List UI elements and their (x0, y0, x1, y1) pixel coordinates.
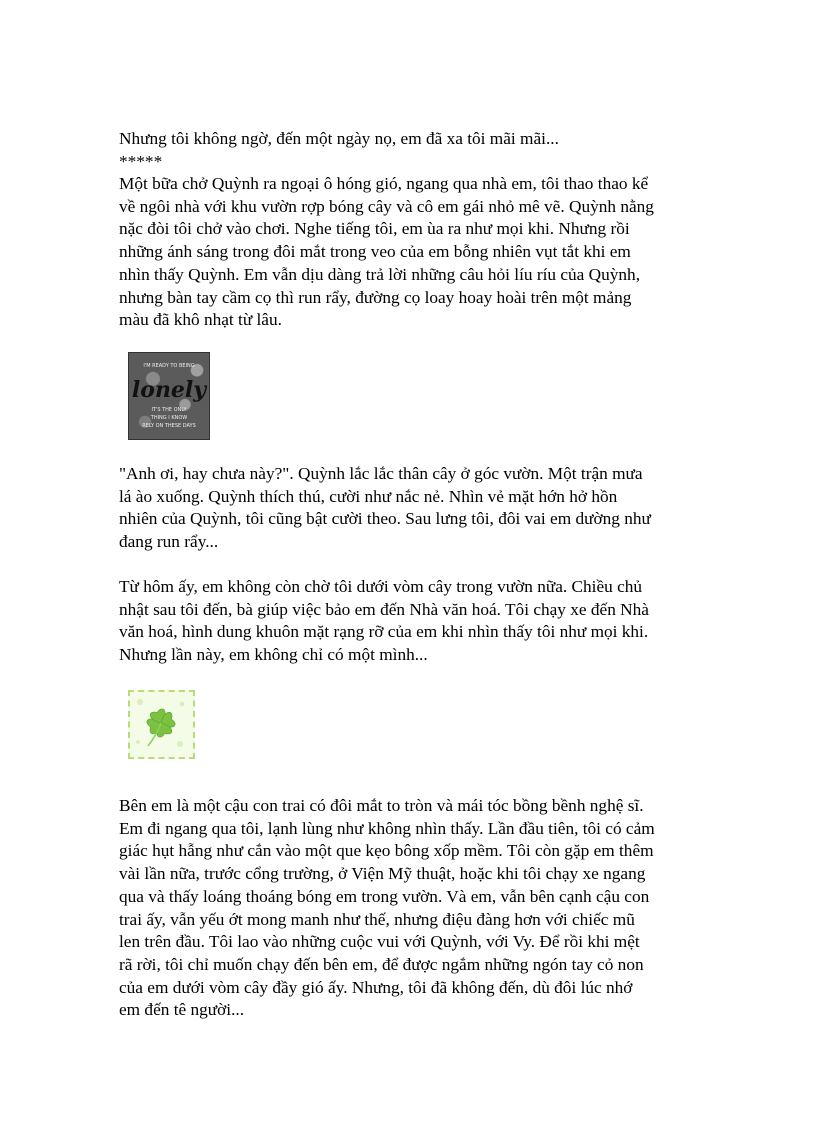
text-line: văn hoá, hình dung khuôn mặt rạng rỡ của em khi nhìn thấy tôi như mọi khi. (119, 622, 649, 642)
text-line: giác hụt hẫng như cắn vào một que kẹo bông xốp mềm. Tôi còn gặp em thêm (119, 841, 654, 861)
text-line: nhìn thấy Quỳnh. Em vẫn dịu dàng trả lời những câu hỏi líu ríu của Quỳnh, (119, 264, 641, 284)
text-line: rã rời, tôi chỉ muốn chạy đến bên em, để được ngắm những ngón tay cỏ non (119, 954, 644, 974)
text-line: em đến tê người... (119, 1000, 245, 1020)
quote-bottom-text-2: THING I KNOW (150, 415, 188, 421)
intro-paragraph (119, 128, 709, 173)
paragraph-4 (119, 795, 709, 1022)
quote-bottom-text-3: RELY ON THESE DAYS (142, 423, 196, 429)
lonely-quote-artwork (129, 353, 209, 439)
text-line: vài lần nữa, trước cổng trường, ở Viện Mỹ thuật, hoặc khi tôi chạy xe ngang (119, 864, 646, 884)
text-line: màu đã khô nhạt từ lâu. (119, 310, 282, 330)
text-line: lá ào xuống. Quỳnh thích thú, cười như nắc nẻ. Nhìn vẻ mặt hớn hở hồn (119, 486, 618, 506)
text-line: Em đi ngang qua tôi, lạnh lùng như không nhìn thấy. Lần đầu tiên, tôi có cảm (119, 818, 655, 838)
quote-bottom-text-1: IT'S THE ONLY (151, 407, 187, 413)
text-line: trai ấy, vẫn yếu ớt mong manh như thế, nhưng điệu đàng hơn với chiếc mũ (119, 909, 635, 929)
text-line: Nhưng lần này, em không chỉ có một mình... (119, 645, 428, 665)
text-line: nhật sau tôi đến, bà giúp việc bảo em đến Nhà văn hoá. Tôi chạy xe đến Nhà (119, 599, 649, 619)
text-line: Nhưng tôi không ngờ, đến một ngày nọ, em đã xa tôi mãi mãi... (119, 129, 559, 148)
clover-image (128, 690, 195, 759)
section-separator: ***** (119, 151, 163, 171)
quote-main-text: lonely (131, 377, 207, 403)
text-line: đang run rẩy... (119, 532, 219, 552)
text-line: len trên đầu. Tôi lao vào những cuộc vui với Quỳnh, với Vy. Để rồi khi mệt (119, 932, 640, 952)
text-line: qua và thấy loáng thoáng bóng em trong vườn. Và em, vẫn bên cạnh cậu con (119, 886, 650, 906)
text-line: "Anh ơi, hay chưa này?". Quỳnh lắc lắc thân cây ở góc vườn. Một trận mưa (119, 464, 643, 483)
four-leaf-clover-icon (130, 692, 193, 757)
text-line: của em dưới vòm cây đầy gió ấy. Nhưng, tôi đã không đến, dù đôi lúc nhớ (119, 977, 633, 997)
text-line: Một bữa chở Quỳnh ra ngoại ô hóng gió, ngang qua nhà em, tôi thao thao kể (119, 174, 649, 193)
text-line: nhưng bàn tay cầm cọ thì run rẩy, đường cọ loay hoay hoài trên một mảng (119, 287, 632, 307)
text-line: Từ hôm ấy, em không còn chờ tôi dưới vòm cây trong vườn nữa. Chiều chủ (119, 577, 643, 596)
paragraph-3 (119, 576, 709, 667)
lonely-quote-image (128, 352, 210, 440)
paragraph-1 (119, 173, 709, 332)
text-line: Bên em là một cậu con trai có đôi mắt to tròn và mái tóc bồng bềnh nghệ sĩ. (119, 796, 644, 815)
text-line: về ngôi nhà với khu vườn rợp bóng cây và cô em gái nhỏ mê vẽ. Quỳnh nằng (119, 196, 654, 216)
text-line: những ánh sáng trong đôi mắt trong veo của em bỗng nhiên vụt tắt khi em (119, 242, 631, 262)
quote-top-text: I'M READY TO BEING (143, 363, 195, 369)
text-line: nặc đòi tôi chở vào chơi. Nghe tiếng tôi, em ùa ra như mọi khi. Nhưng rồi (119, 219, 630, 239)
paragraph-2 (119, 463, 709, 554)
text-line: nhiên của Quỳnh, tôi cũng bật cười theo. Sau lưng tôi, đôi vai em dường như (119, 509, 651, 529)
